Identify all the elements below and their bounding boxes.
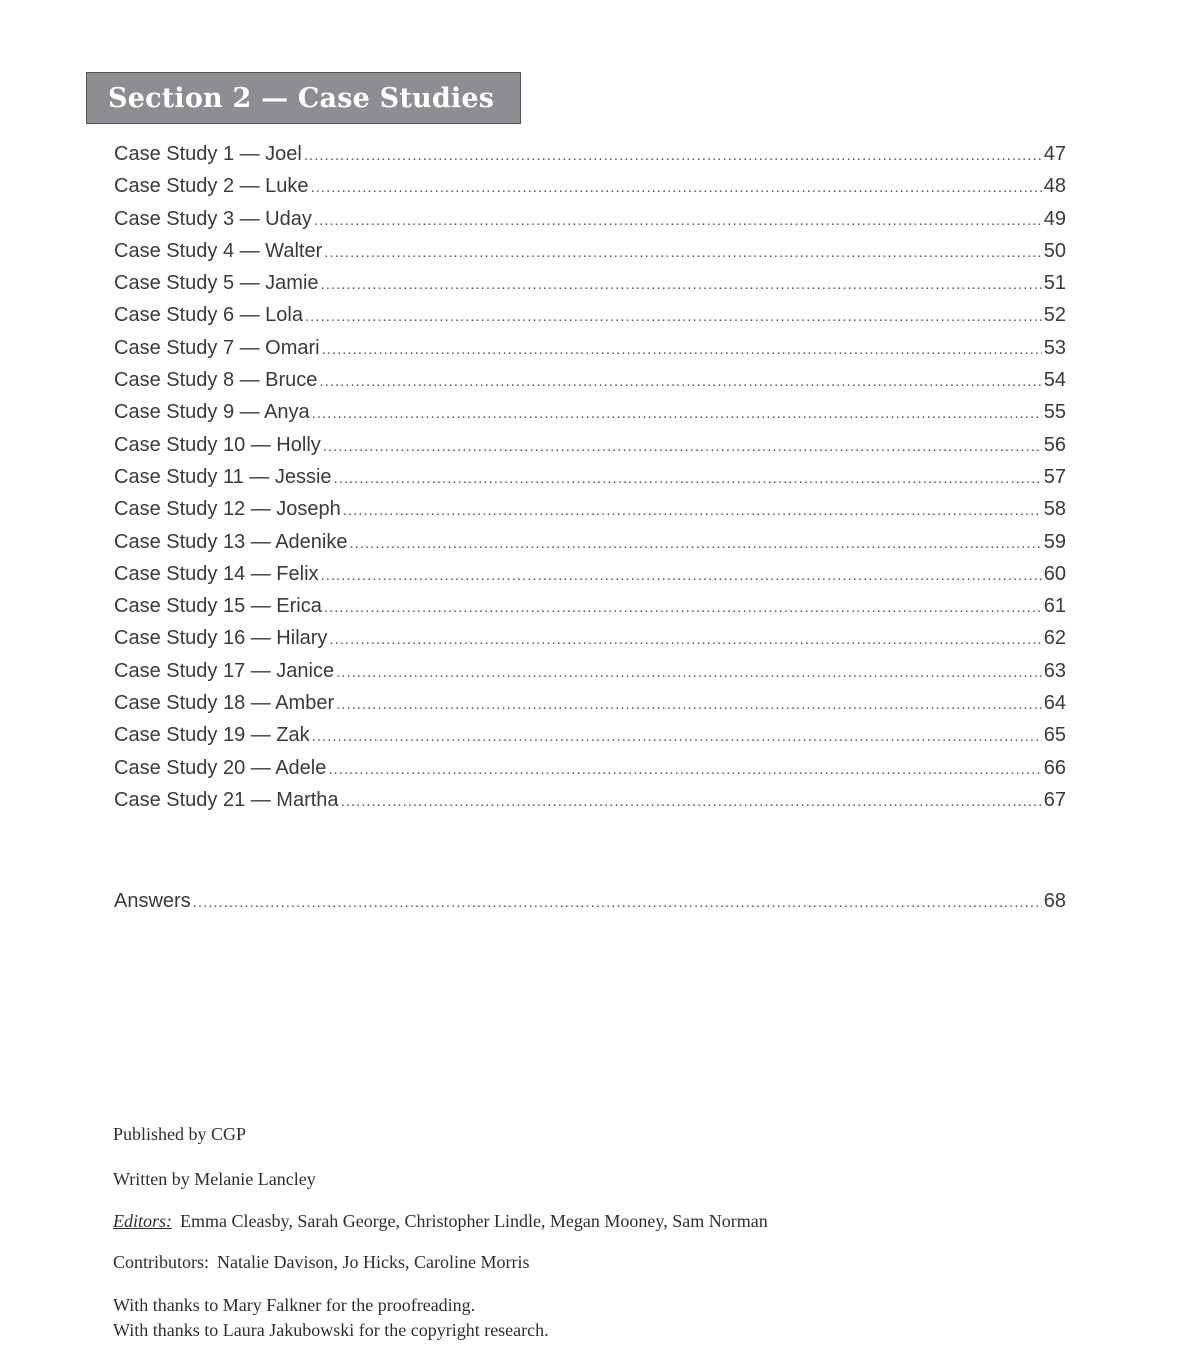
dot-leader	[324, 599, 1042, 616]
toc-entry-label: Case Study 12 — Joseph	[114, 498, 341, 521]
toc-entry-label: Case Study 11 — Jessie	[114, 465, 332, 488]
toc-row[interactable]	[114, 627, 1066, 659]
toc-page-number: 66	[1043, 756, 1066, 779]
toc-page-number: 53	[1043, 336, 1066, 359]
dot-leader	[343, 502, 1042, 519]
toc-row[interactable]	[114, 692, 1066, 724]
dot-leader	[305, 308, 1042, 325]
dot-leader	[312, 405, 1042, 422]
dot-leader	[193, 894, 1042, 911]
dot-leader	[349, 535, 1041, 552]
dot-leader	[336, 664, 1042, 681]
toc-row[interactable]	[114, 531, 1066, 563]
toc-page-number: 58	[1043, 498, 1066, 521]
editors-line	[113, 1211, 768, 1232]
toc-row[interactable]	[114, 563, 1066, 595]
dot-leader	[321, 567, 1042, 584]
toc-entry-label: Case Study 4 — Walter	[114, 239, 323, 262]
toc-page-number: 65	[1043, 724, 1066, 747]
answers-entry	[114, 890, 1066, 922]
toc-row[interactable]	[114, 498, 1066, 530]
editors-label: Editors:	[113, 1211, 173, 1231]
dot-leader	[311, 179, 1042, 196]
toc-page-number: 50	[1043, 239, 1066, 262]
contributors-names: Natalie Davison, Jo Hicks, Caroline Morris	[217, 1252, 530, 1272]
toc-row[interactable]	[114, 434, 1066, 466]
toc-page-number: 55	[1043, 401, 1066, 424]
dot-leader	[324, 244, 1042, 261]
dot-leader	[336, 696, 1042, 713]
dot-leader	[312, 728, 1042, 745]
toc-row[interactable]	[114, 401, 1066, 433]
toc-page-number: 59	[1043, 530, 1066, 553]
toc-page-number: 63	[1043, 659, 1066, 682]
toc-page-number: 56	[1043, 433, 1066, 456]
dot-leader	[314, 212, 1042, 229]
dot-leader	[304, 147, 1042, 164]
toc-entry-label: Case Study 18 — Amber	[114, 692, 335, 715]
toc-page-number: 52	[1043, 304, 1066, 327]
toc-row[interactable]	[114, 143, 1066, 175]
toc-page-number: 61	[1043, 595, 1066, 618]
thanks-copyright: With thanks to Laura Jakubowski for the copyright research.	[113, 1320, 549, 1340]
dot-leader	[322, 341, 1042, 358]
toc-row[interactable]	[114, 660, 1066, 692]
dot-leader	[334, 470, 1042, 487]
thanks-proofreading: With thanks to Mary Falkner for the proofreading.	[113, 1295, 476, 1315]
toc-page-number: 54	[1043, 369, 1066, 392]
dot-leader	[321, 276, 1042, 293]
toc-row-answers[interactable]	[114, 890, 1066, 922]
toc-entry-label: Case Study 14 — Felix	[114, 562, 319, 585]
toc-row[interactable]	[114, 240, 1066, 272]
toc-row[interactable]	[114, 175, 1066, 207]
toc-entry-label: Case Study 15 — Erica	[114, 595, 322, 618]
toc-entry-label: Case Study 9 — Anya	[114, 401, 310, 424]
toc-row[interactable]	[114, 724, 1066, 756]
toc-entry-label: Case Study 10 — Holly	[114, 433, 321, 456]
written-by: Written by Melanie Lancley	[113, 1169, 316, 1189]
toc-page-number: 62	[1043, 627, 1066, 650]
dot-leader	[328, 761, 1041, 778]
toc-page-number: 64	[1043, 692, 1066, 715]
toc-row[interactable]	[114, 757, 1066, 789]
toc-entry-label: Case Study 1 — Joel	[114, 143, 302, 165]
toc-page-number: 47	[1043, 143, 1066, 165]
toc-entry-label: Case Study 8 — Bruce	[114, 369, 318, 392]
toc-entry-label: Case Study 2 — Luke	[114, 175, 309, 198]
toc-page-number: 57	[1043, 465, 1066, 488]
toc-row[interactable]	[114, 466, 1066, 498]
contributors-line	[113, 1252, 529, 1273]
toc-entry-label: Case Study 7 — Omari	[114, 336, 320, 359]
dot-leader	[319, 373, 1041, 390]
published-by: Published by CGP	[113, 1124, 247, 1144]
toc-row[interactable]	[114, 595, 1066, 627]
toc-entry-label: Case Study 16 — Hilary	[114, 627, 328, 650]
table-of-contents	[114, 143, 1066, 821]
toc-entry-label: Case Study 21 — Martha	[114, 788, 339, 811]
toc-row[interactable]	[114, 208, 1066, 240]
section-title: Section 2 — Case Studies	[108, 82, 495, 114]
toc-entry-label: Case Study 6 — Lola	[114, 304, 303, 327]
dot-leader	[341, 793, 1042, 810]
toc-row[interactable]	[114, 369, 1066, 401]
toc-page-number: 68	[1043, 890, 1066, 912]
toc-page-number: 49	[1043, 207, 1066, 230]
toc-entry-label: Case Study 13 — Adenike	[114, 530, 348, 553]
toc-page-number: 48	[1043, 175, 1066, 198]
dot-leader	[329, 631, 1041, 648]
section-header	[86, 72, 521, 124]
toc-entry-label: Case Study 20 — Adele	[114, 756, 327, 779]
toc-page-number: 67	[1043, 788, 1066, 811]
toc-page-number: 51	[1043, 272, 1066, 295]
toc-row[interactable]	[114, 304, 1066, 336]
contributors-label: Contributors:	[113, 1252, 210, 1272]
dot-leader	[323, 438, 1042, 455]
toc-entry-label: Case Study 19 — Zak	[114, 724, 310, 747]
toc-entry-label: Case Study 3 — Uday	[114, 207, 312, 230]
toc-entry-label: Case Study 17 — Janice	[114, 659, 335, 682]
toc-row[interactable]	[114, 272, 1066, 304]
toc-entry-label: Case Study 5 — Jamie	[114, 272, 319, 295]
toc-page-number: 60	[1043, 562, 1066, 585]
toc-row[interactable]	[114, 337, 1066, 369]
editors-names: Emma Cleasby, Sarah George, Christopher Lindle, Megan Mooney, Sam Norman	[180, 1211, 768, 1231]
toc-row[interactable]	[114, 789, 1066, 821]
toc-entry-label: Answers	[114, 890, 191, 912]
